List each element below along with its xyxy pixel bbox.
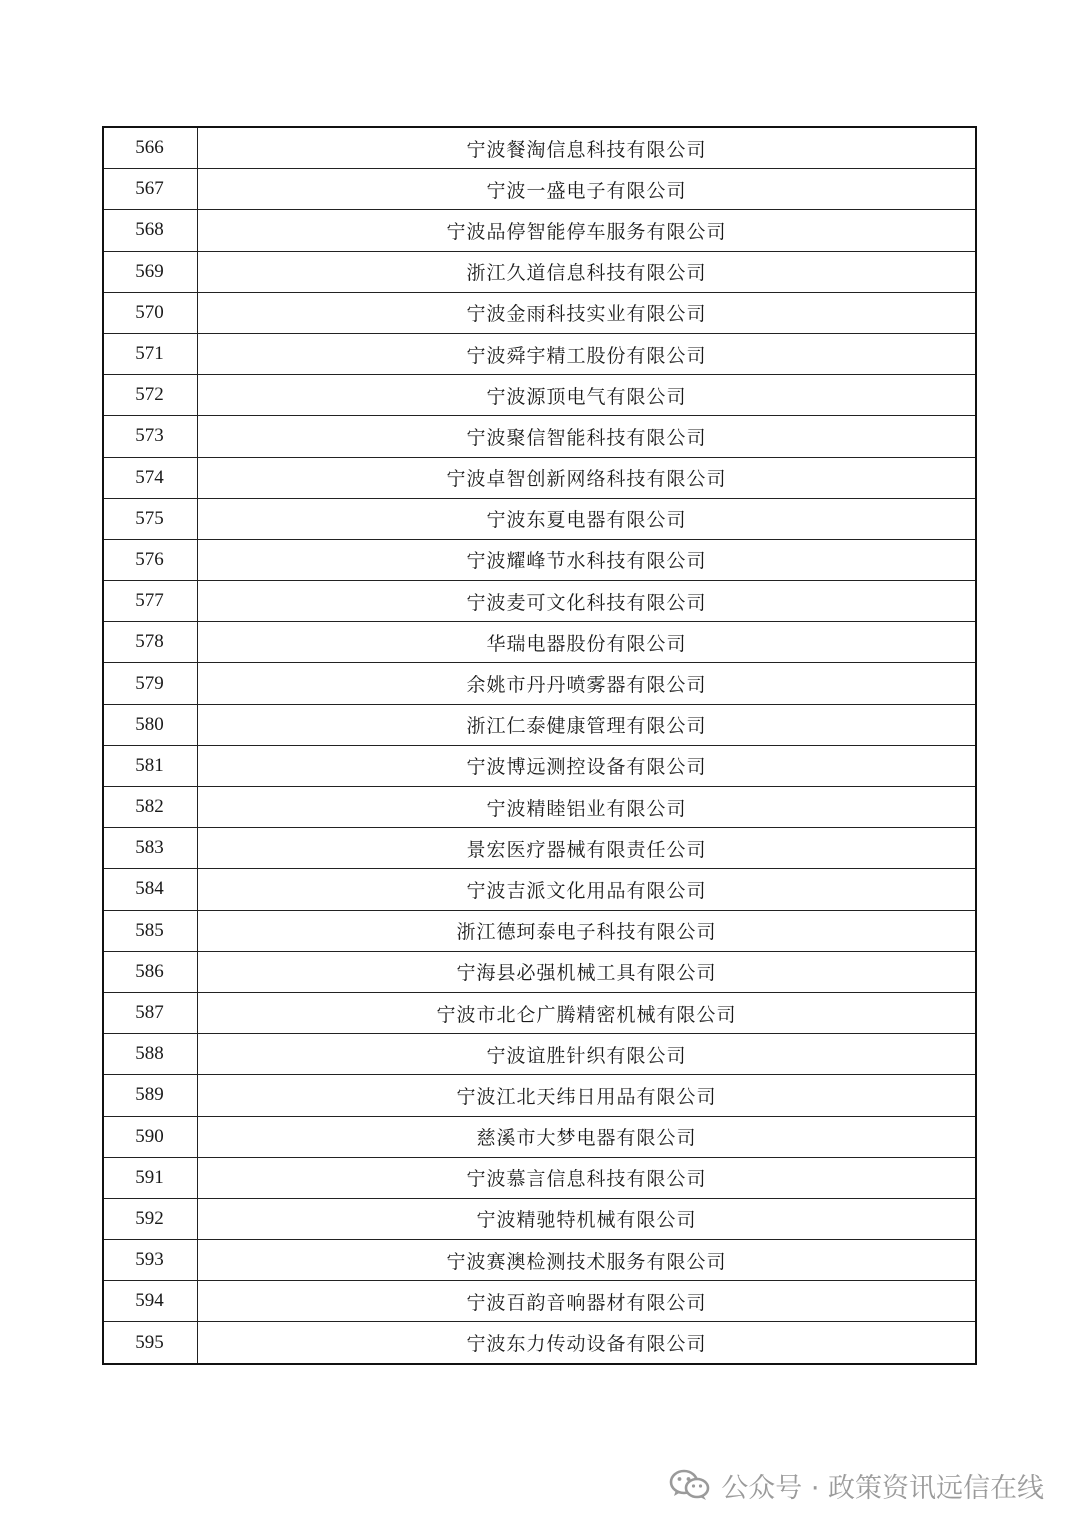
row-number: 578 (103, 622, 198, 663)
row-number: 585 (103, 910, 198, 951)
row-number: 594 (103, 1281, 198, 1322)
table-row (103, 333, 976, 374)
row-number: 592 (103, 1198, 198, 1239)
table-body (103, 127, 976, 1364)
company-name: 浙江仁泰健康管理有限公司 (198, 704, 977, 745)
watermark (669, 1465, 1044, 1505)
row-number: 576 (103, 539, 198, 580)
row-number: 570 (103, 292, 198, 333)
company-name: 宁波舜宇精工股份有限公司 (198, 333, 977, 374)
row-number: 567 (103, 169, 198, 210)
table-row (103, 416, 976, 457)
row-number: 595 (103, 1322, 198, 1364)
table-row (103, 1240, 976, 1281)
company-name: 宁波博远测控设备有限公司 (198, 745, 977, 786)
table-row (103, 1281, 976, 1322)
row-number: 572 (103, 375, 198, 416)
table-row (103, 1198, 976, 1239)
company-name: 余姚市丹丹喷雾器有限公司 (198, 663, 977, 704)
row-number: 573 (103, 416, 198, 457)
row-number: 591 (103, 1157, 198, 1198)
company-name: 宁波耀峰节水科技有限公司 (198, 539, 977, 580)
company-name: 宁波一盛电子有限公司 (198, 169, 977, 210)
table-row (103, 869, 976, 910)
company-name: 宁波市北仑广腾精密机械有限公司 (198, 992, 977, 1033)
table-row (103, 127, 976, 169)
company-name: 宁波品停智能停车服务有限公司 (198, 210, 977, 251)
table-row (103, 745, 976, 786)
company-name: 宁波谊胜针织有限公司 (198, 1034, 977, 1075)
table-row (103, 498, 976, 539)
table-row (103, 251, 976, 292)
row-number: 586 (103, 951, 198, 992)
company-name: 宁波麦可文化科技有限公司 (198, 581, 977, 622)
table-row (103, 292, 976, 333)
row-number: 582 (103, 787, 198, 828)
table-row (103, 992, 976, 1033)
row-number: 574 (103, 457, 198, 498)
company-name: 宁波东夏电器有限公司 (198, 498, 977, 539)
table-row (103, 1116, 976, 1157)
row-number: 571 (103, 333, 198, 374)
row-number: 575 (103, 498, 198, 539)
company-name: 华瑞电器股份有限公司 (198, 622, 977, 663)
company-name: 宁波百韵音响器材有限公司 (198, 1281, 977, 1322)
company-name: 景宏医疗器械有限责任公司 (198, 828, 977, 869)
row-number: 580 (103, 704, 198, 745)
row-number: 566 (103, 127, 198, 169)
company-list-table-container (102, 126, 977, 1365)
table-row (103, 704, 976, 745)
row-number: 593 (103, 1240, 198, 1281)
company-name: 宁波吉派文化用品有限公司 (198, 869, 977, 910)
table-row (103, 663, 976, 704)
row-number: 589 (103, 1075, 198, 1116)
row-number: 577 (103, 581, 198, 622)
table-row (103, 169, 976, 210)
company-name: 浙江德珂泰电子科技有限公司 (198, 910, 977, 951)
company-list-table (102, 126, 977, 1365)
company-name: 宁波赛澳检测技术服务有限公司 (198, 1240, 977, 1281)
table-row (103, 622, 976, 663)
wechat-icon (669, 1468, 711, 1502)
table-row (103, 539, 976, 580)
company-name: 宁波精驰特机械有限公司 (198, 1198, 977, 1239)
company-name: 宁波聚信智能科技有限公司 (198, 416, 977, 457)
row-number: 583 (103, 828, 198, 869)
table-row (103, 375, 976, 416)
table-row (103, 1075, 976, 1116)
row-number: 568 (103, 210, 198, 251)
table-row (103, 1034, 976, 1075)
row-number: 579 (103, 663, 198, 704)
table-row (103, 951, 976, 992)
row-number: 590 (103, 1116, 198, 1157)
watermark-text: 公众号 · 政策资讯远信在线 (721, 1472, 1044, 1504)
company-name: 宁波精睦铝业有限公司 (198, 787, 977, 828)
company-name: 宁波江北天纬日用品有限公司 (198, 1075, 977, 1116)
row-number: 569 (103, 251, 198, 292)
row-number: 584 (103, 869, 198, 910)
table-row (103, 828, 976, 869)
company-name: 宁波东力传动设备有限公司 (198, 1322, 977, 1364)
table-row (103, 581, 976, 622)
company-name: 慈溪市大梦电器有限公司 (198, 1116, 977, 1157)
row-number: 581 (103, 745, 198, 786)
row-number: 588 (103, 1034, 198, 1075)
row-number: 587 (103, 992, 198, 1033)
company-name: 浙江久道信息科技有限公司 (198, 251, 977, 292)
company-name: 宁波源顶电气有限公司 (198, 375, 977, 416)
company-name: 宁波餐淘信息科技有限公司 (198, 127, 977, 169)
table-row (103, 1322, 976, 1364)
table-row (103, 787, 976, 828)
company-name: 宁波金雨科技实业有限公司 (198, 292, 977, 333)
company-name: 宁波卓智创新网络科技有限公司 (198, 457, 977, 498)
company-name: 宁波慕言信息科技有限公司 (198, 1157, 977, 1198)
company-name: 宁海县必强机械工具有限公司 (198, 951, 977, 992)
table-row (103, 210, 976, 251)
table-row (103, 910, 976, 951)
table-row (103, 457, 976, 498)
table-row (103, 1157, 976, 1198)
